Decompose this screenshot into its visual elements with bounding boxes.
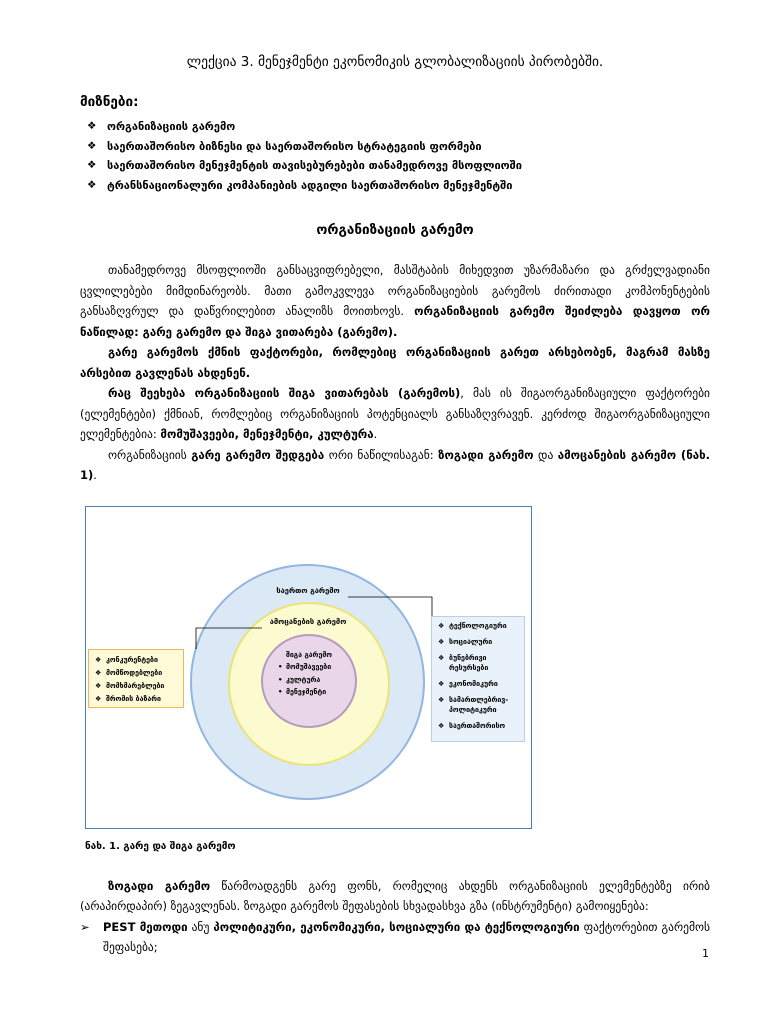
text-segment: ანუ [187,919,214,934]
goal-item-text: საერთაშორისო ბიზნესი და საერთაშორისო სტრატეგიის ფორმები [107,139,482,153]
text-segment: ორი ნაწილისაგან: [324,447,439,462]
goal-item [80,156,710,176]
internal-item [266,661,352,674]
general-factor-item [438,679,521,689]
general-factor-text: ბუნებრივი რესურსები [449,653,489,672]
text-segment: ორგანიზაციის [108,447,192,462]
general-environment-factors-box [431,616,525,742]
goal-item [80,176,710,196]
general-factor-item [438,721,521,731]
internal-item-text: მენეჯმენტი [286,688,327,696]
internal-environment-text [266,649,352,699]
general-factor-text: სოციალური [449,637,493,646]
general-factor-text: სამართლებრივ-პოლიტიკური [449,695,509,714]
task-factor-item [95,693,180,706]
page-number: 1 [702,947,709,960]
bold-segment: რაც შეეხება ორგანიზაციის შიგა ვითარებას (გარემოს) [108,386,461,400]
task-factor-item [95,654,180,667]
dot-bullet-icon [278,686,282,699]
section-heading: ორგანიზაციის გარემო [316,222,474,238]
bold-segment: ამოცანების გარემო (ნახ. 1) [80,447,711,482]
text-segment: თანამედროვე მსოფლიოში განსაცვიფრებელი, მასშტაბის მიხედვით უზარმაზარი და გრძელვადიანი ცვლილებები მიმდინარეობს. მათი გამოკვლევა ორგანიზაციების გარემოს ძირითადი კომპონენტების განსაზღვრულ და დაწვრილებით ანალიზს მოითხოვს. [80,263,710,318]
general-factor-item [438,695,521,715]
bold-segment: ზოგადი გარემო [438,447,534,462]
general-factor-text: ეკონომიკური [449,679,498,688]
paragraph-internal-environment [80,383,710,445]
lecture-title: ლექცია 3. მენეჯმენტი ეკონომიკის გლობალიზაციის პირობებში. [186,54,604,70]
diamond-bullet-icon [87,137,96,157]
internal-environment-label: შიგა გარემო [285,650,333,659]
goal-item [80,117,710,137]
internal-item-text: კულტურა [286,675,321,684]
text-segment: და [533,447,558,462]
general-environment-label: საერთო გარემო [276,585,340,595]
internal-item-text: მომუშავეები [286,663,332,671]
diamond-bullet-icon [95,654,101,667]
diamond-bullet-icon [438,621,444,631]
goal-item [80,137,710,157]
diamond-bullet-icon [438,653,444,663]
text-segment: , მას ის შიგაორგანიზაციული ფაქტორები (ელემენტები) ქმნიან, რომლებიც ორგანიზაციის პოტენციალს განსაზღვრავენ. კერძოდ შიგაორგანიზაციული ელემენტებია: [80,386,711,441]
dot-bullet-icon [278,674,282,687]
goal-item-text: საერთაშორისო მენეჯმენტის თავისებურებები თანამედროვე მსოფლიოში [107,159,522,172]
paragraph-external-environment [80,342,710,383]
task-environment-label: ამოცანების გარემო [269,616,347,626]
task-environment-factors-box [88,649,184,708]
task-factor-item [95,680,180,693]
diamond-bullet-icon [87,156,96,176]
bold-segment: ორგანიზაციის გარემო შეიძლება დავყოთ ორ ნაწილად: გარე გარემო და შიგა ვითარება (გარემო). [80,304,710,339]
bold-segment: ზოგადი გარემო [108,878,211,893]
pest-method-item [80,917,710,958]
bold-segment: გარე გარემოს ქმნის ფაქტორები, რომლებიც ორგანიზაციის გარეთ არსებობენ, მაგრამ მასზე არსებით გავლენას ახდენენ. [80,345,710,380]
goals-heading: მიზნები: [80,94,139,110]
task-factor-text: მომხმარებლები [106,681,165,690]
page-content [80,51,710,958]
dot-bullet-icon [278,661,282,674]
task-factor-text: მომწოდებლები [106,668,163,677]
task-factor-text: კონკურენტები [106,655,158,664]
general-factor-item [438,621,521,631]
bold-segment: მომუშავეები, მენეჯმენტი, კულტურა [160,427,374,441]
paragraph-intro [80,260,710,342]
text-segment: . [93,468,97,482]
bold-segment: პოლიტიკური, ეკონომიკური, სოციალური და ტექნოლოგიური [213,919,580,934]
general-factor-item [438,653,521,673]
general-factor-text: ტექნოლოგიური [449,621,507,630]
internal-item [266,686,352,699]
text-segment: . [373,427,378,441]
diamond-bullet-icon [87,117,96,137]
task-factor-text: შრომის ბაზარი [106,694,161,703]
figure-caption: ნახ. 1. გარე და შიგა გარემო [85,840,236,852]
paragraph-environment-parts [80,445,710,486]
general-factor-item [438,637,521,647]
diamond-bullet-icon [438,679,444,689]
internal-item [266,674,352,687]
task-factor-item [95,667,180,680]
diamond-bullet-icon [95,693,101,706]
diamond-bullet-icon [438,695,444,705]
bold-segment: გარე გარემო შედგება [191,447,325,462]
paragraph-general-environment [80,876,710,917]
diamond-bullet-icon [438,637,444,647]
text-segment: ფაქტორებით გარემოს შეფასება; [103,919,711,954]
connector-line-general [348,597,432,616]
goals-list [80,117,710,195]
bold-segment: PEST მეთოდი [103,919,188,934]
diamond-bullet-icon [87,176,96,196]
general-factor-text: საერთაშორისო [449,721,506,730]
goal-item-text: ტრანსნაციონალური კომპანიების ადგილი საერთაშორისო მენეჯმენტში [107,178,513,192]
arrow-bullet-icon [80,917,90,938]
diamond-bullet-icon [438,721,444,731]
diamond-bullet-icon [95,667,101,680]
diamond-bullet-icon [95,680,101,693]
goal-item-text: ორგანიზაციის გარემო [107,120,236,133]
text-segment: წარმოადგენს გარე ფონს, რომელიც ახდენს ორგანიზაციის ელემენტებზე ირიბ (არაპირდაპირ) ზეგავლენას. ზოგადი გარემოს შეფასების სხვადასხვა გზა (ინსტრუმენტი) გამოიყენება: [80,878,710,913]
connector-line-task [196,628,262,649]
environment-diagram [85,506,532,829]
